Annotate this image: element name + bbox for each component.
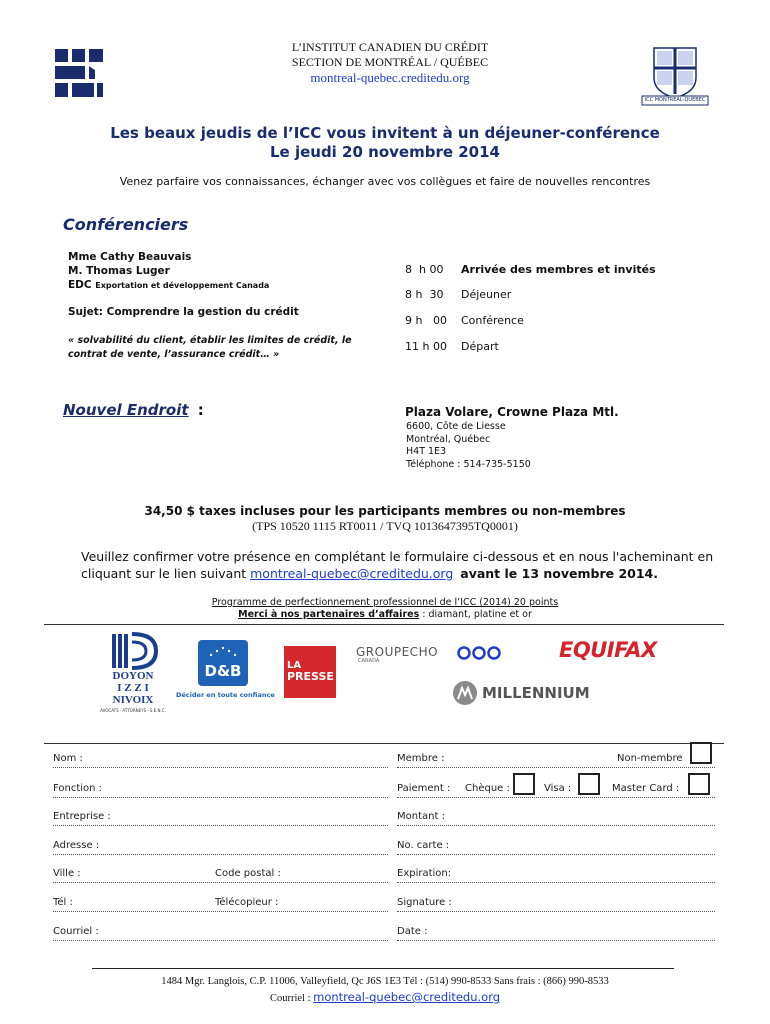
partners-thanks-rest: : diamant, platine et or <box>419 609 532 620</box>
form-no-carte-label: No. carte : <box>397 840 450 851</box>
title-line2: Le jeudi 20 novembre 2014 <box>270 143 500 161</box>
form-cheque-checkbox[interactable] <box>513 773 535 795</box>
footer-address: 1484 Mgr. Langlois, C.P. 11006, Valleyfield, Qc J6S 1E3 Tél : (514) 990-8533 Sans frais : (866) 990-8533 <box>161 976 609 987</box>
db-logo <box>176 640 275 702</box>
form-date-label: Date : <box>397 926 428 937</box>
footer-courriel-label: Courriel : <box>269 993 311 1004</box>
form-top-divider <box>44 743 724 744</box>
price-taxes: (TPS 10520 1115 RT0011 / TVQ 1013647395TQ0001) <box>252 519 518 533</box>
speaker-name-1: Mme Cathy Beauvais <box>68 251 192 263</box>
partners-thanks <box>0 609 770 620</box>
form-cheque-label: Chèque : <box>465 783 510 794</box>
doyon-izzi-nivoix-logo <box>100 630 166 720</box>
title-line1: Les beaux jeudis de l’ICC vous invitent à un déjeuner-conférence <box>110 124 660 142</box>
la-presse-line1: LA <box>287 660 302 671</box>
venue-postal: H4T 1E3 <box>406 446 447 457</box>
subject-details <box>68 334 388 362</box>
venue-name: Plaza Volare, Crowne Plaza Mtl. <box>405 405 619 419</box>
form-mastercard-checkbox[interactable] <box>688 773 710 795</box>
doyon-name-1: DOYON <box>112 670 154 682</box>
form-entreprise-label: Entreprise : <box>53 811 111 822</box>
equifax-logo: EQUIFAX <box>559 638 657 662</box>
event-subtitle: Venez parfaire vos connaissances, échanger avec vos collègues et faire de nouvelles rencontres <box>119 175 651 188</box>
footer-contact <box>0 990 770 1004</box>
footer-divider <box>92 968 674 969</box>
form-signature-field[interactable] <box>397 911 715 912</box>
speaker-org-abbr: EDC <box>68 279 92 291</box>
venue-address2: Montréal, Québec <box>406 433 491 445</box>
form-mastercard-label: Master Card : <box>612 783 680 794</box>
groupecho-logo <box>356 645 506 669</box>
header-institute <box>240 40 540 85</box>
millennium-logo <box>452 680 602 708</box>
header-website[interactable]: montreal-quebec.creditedu.org <box>310 70 470 85</box>
form-nom-label: Nom : <box>53 753 83 764</box>
event-title <box>0 124 770 162</box>
form-ville-field[interactable] <box>53 882 388 883</box>
groupecho-wordmark: GROUPECHO <box>356 645 439 659</box>
form-entreprise-field[interactable] <box>53 825 388 826</box>
schedule-time-2: 8 h 30 <box>405 288 444 301</box>
form-expiration-label: Expiration: <box>397 868 452 879</box>
db-tagline: Décider en toute confiance <box>176 691 275 699</box>
confirm-deadline: avant le 13 novembre 2014. <box>460 566 658 581</box>
form-no-carte-field[interactable] <box>397 854 715 855</box>
form-courriel-field[interactable] <box>53 940 388 941</box>
form-tel-label: Tél : <box>53 897 73 908</box>
schedule-event-2: Déjeuner <box>461 288 512 301</box>
form-date-field[interactable] <box>397 940 715 941</box>
venue-heading-text: Nouvel Endroit <box>63 401 189 419</box>
venue-address1: 6600, Côte de Liesse <box>406 421 506 432</box>
partners-thanks-bold: Merci à nos partenaires d’affaires <box>238 609 420 620</box>
schedule-time-4: 11 h 00 <box>405 340 447 353</box>
header-line2: SECTION DE MONTRÉAL / QUÉBEC <box>291 55 489 69</box>
form-tel-field[interactable] <box>53 911 388 912</box>
speaker-name-2: M. Thomas Luger <box>68 265 170 277</box>
form-fonction-label: Fonction : <box>53 783 103 794</box>
form-adresse-label: Adresse : <box>53 840 100 851</box>
doyon-subtitle: AVOCATS · ATTORNEYS · S.E.N.C. <box>100 708 166 713</box>
partners-divider <box>44 624 724 625</box>
subject-details-line2: contrat de vente, l’assurance crédit… » <box>68 349 280 360</box>
groupecho-subtitle: CANADA <box>358 658 380 664</box>
form-telecopieur-label: Télécopieur : <box>215 897 279 908</box>
doyon-name-3: NIVOIX <box>112 694 154 706</box>
venue-phone: Téléphone : 514-735-5150 <box>406 458 531 470</box>
db-wordmark: D&B <box>204 662 242 680</box>
subject-details-line1: « solvabilité du client, établir les limites de crédit, le <box>68 335 352 346</box>
form-code-postal-label: Code postal : <box>215 868 281 879</box>
form-nom-field[interactable] <box>53 767 388 768</box>
speakers-heading: Conférenciers <box>63 215 189 234</box>
form-paiement-field[interactable] <box>397 797 715 798</box>
form-paiement-label: Paiement : <box>397 783 451 794</box>
millennium-wordmark: MILLENNIUM <box>482 684 590 702</box>
schedule-event-1: Arrivée des membres et invités <box>461 263 656 276</box>
confirm-line2-start: cliquant sur le lien suivant <box>81 566 247 581</box>
form-expiration-field[interactable] <box>397 882 715 883</box>
icc-crest <box>640 44 710 108</box>
crest-ribbon-text: ICC MONTRÉAL-QUÉBEC <box>644 97 706 103</box>
speaker-org-full: Exportation et développement Canada <box>95 281 270 290</box>
confirm-line1: Veuillez confirmer votre présence en complétant le formulaire ci-dessous et en nous l'acheminant en <box>81 549 714 564</box>
header-line1: L’INSTITUT CANADIEN DU CRÉDIT <box>291 40 489 54</box>
price-line: 34,50 $ taxes incluses pour les participants membres ou non-membres <box>144 504 626 518</box>
form-visa-label: Visa : <box>544 783 572 794</box>
form-adresse-field[interactable] <box>53 854 388 855</box>
icc-logo <box>53 47 105 99</box>
form-membre-field[interactable] <box>397 767 715 768</box>
la-presse-line2: PRESSE <box>287 670 334 683</box>
doyon-name-2: I Z Z I <box>117 682 149 694</box>
schedule-time-3: 9 h 00 <box>405 314 447 327</box>
form-fonction-field[interactable] <box>53 797 388 798</box>
form-membre-label: Membre : <box>397 753 445 764</box>
form-montant-label: Montant : <box>397 811 445 822</box>
venue-heading-colon: : <box>197 401 204 419</box>
schedule-event-4: Départ <box>461 340 499 353</box>
venue-address <box>406 421 531 471</box>
form-montant-field[interactable] <box>397 825 715 826</box>
la-presse-logo <box>284 646 336 698</box>
schedule-time-1: 8 h 00 <box>405 263 444 276</box>
subject-text: Sujet: Comprendre la gestion du crédit <box>68 306 299 318</box>
confirm-line2 <box>81 565 731 582</box>
confirm-text <box>81 548 731 582</box>
form-courriel-label: Courriel : <box>53 926 99 937</box>
confirm-email-link[interactable]: montreal-quebec@creditedu.org <box>250 566 454 581</box>
footer-email-link[interactable]: montreal-quebec@creditedu.org <box>313 990 501 1004</box>
form-visa-checkbox[interactable] <box>578 773 600 795</box>
form-non-membre-checkbox[interactable] <box>690 742 712 764</box>
form-signature-label: Signature : <box>397 897 452 908</box>
venue-heading <box>63 401 204 419</box>
schedule-event-3: Conférence <box>461 314 524 327</box>
speaker-org <box>68 278 388 293</box>
form-ville-label: Ville : <box>53 868 81 879</box>
form-non-membre-label: Non-membre <box>617 753 683 764</box>
speakers-block <box>68 250 388 293</box>
program-line: Programme de perfectionnement professionnel de l’ICC (2014) 20 points <box>211 597 559 608</box>
